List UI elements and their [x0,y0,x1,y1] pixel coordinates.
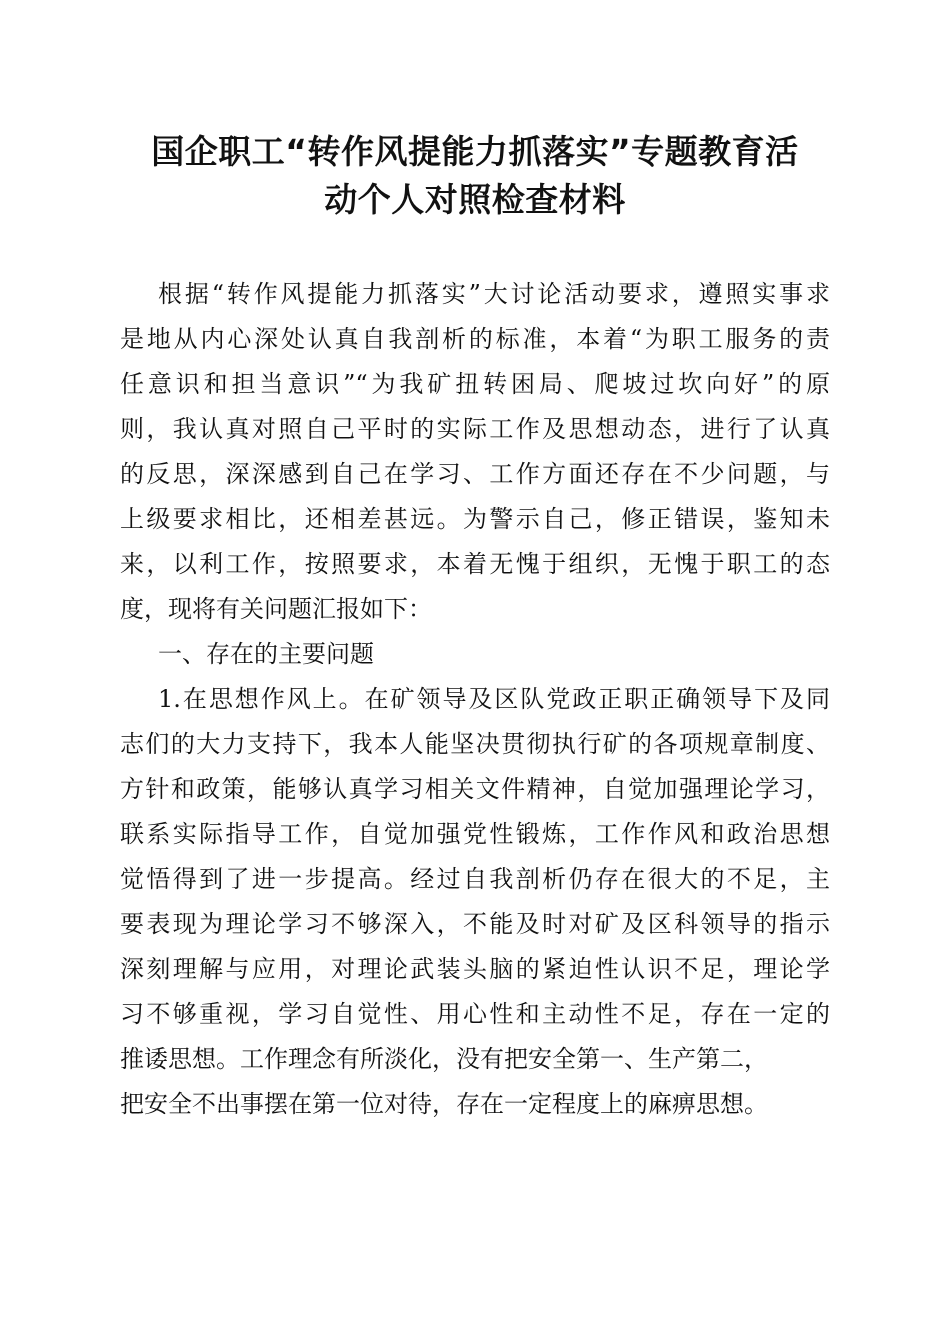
intro-line: 是地从内心深处认真自我剖析的标准，本着“为职工服务的责 [120,325,830,353]
point1-line: 方针和政策，能够认真学习相关文件精神，自觉加强理论学习， [120,775,830,803]
document-title [100,128,850,224]
title-line: 动个人对照检查材料 [324,180,626,219]
document-body [120,272,830,1127]
intro-line: 根据“转作风提能力抓落实”大讨论活动要求，遵照实事求 [158,280,830,308]
point1-line: 推诿思想。工作理念有所淡化，没有把安全第一、生产第二， [120,1045,768,1073]
section-heading: 一、存在的主要问题 [158,640,374,668]
point1-line: 深刻理解与应用，对理论武装头脑的紧迫性认识不足，理论学 [120,955,830,983]
intro-line: 任意识和担当意识”“为我矿扭转困局、爬坡过坎向好”的原 [120,370,830,398]
point1-line: 觉悟得到了进一步提高。经过自我剖析仍存在很大的不足，主 [120,865,830,893]
point1-line: 志们的大力支持下，我本人能坚决贯彻执行矿的各项规章制度、 [120,730,830,758]
point1-line: 把安全不出事摆在第一位对待，存在一定程度上的麻痹思想。 [120,1090,768,1118]
intro-line: 来，以利工作，按照要求，本着无愧于组织，无愧于职工的态 [120,550,830,578]
title-line: 国企职工“转作风提能力抓落实”专题教育活 [151,132,799,171]
intro-line: 的反思，深深感到自己在学习、工作方面还存在不少问题，与 [120,460,830,488]
point1-line: 要表现为理论学习不够深入，不能及时对矿及区科领导的指示 [120,910,830,938]
intro-line: 度，现将有关问题汇报如下： [120,595,432,623]
intro-line: 则，我认真对照自己平时的实际工作及思想动态，进行了认真 [120,415,830,443]
point1-line: 习不够重视，学习自觉性、用心性和主动性不足，存在一定的 [120,1000,830,1028]
point1-line: 1.在思想作风上。在矿领导及区队党政正职正确领导下及同 [158,685,830,713]
intro-line: 上级要求相比，还相差甚远。为警示自己，修正错误，鉴知未 [120,505,830,533]
point1-line: 联系实际指导工作，自觉加强党性锻炼，工作作风和政治思想 [120,820,830,848]
